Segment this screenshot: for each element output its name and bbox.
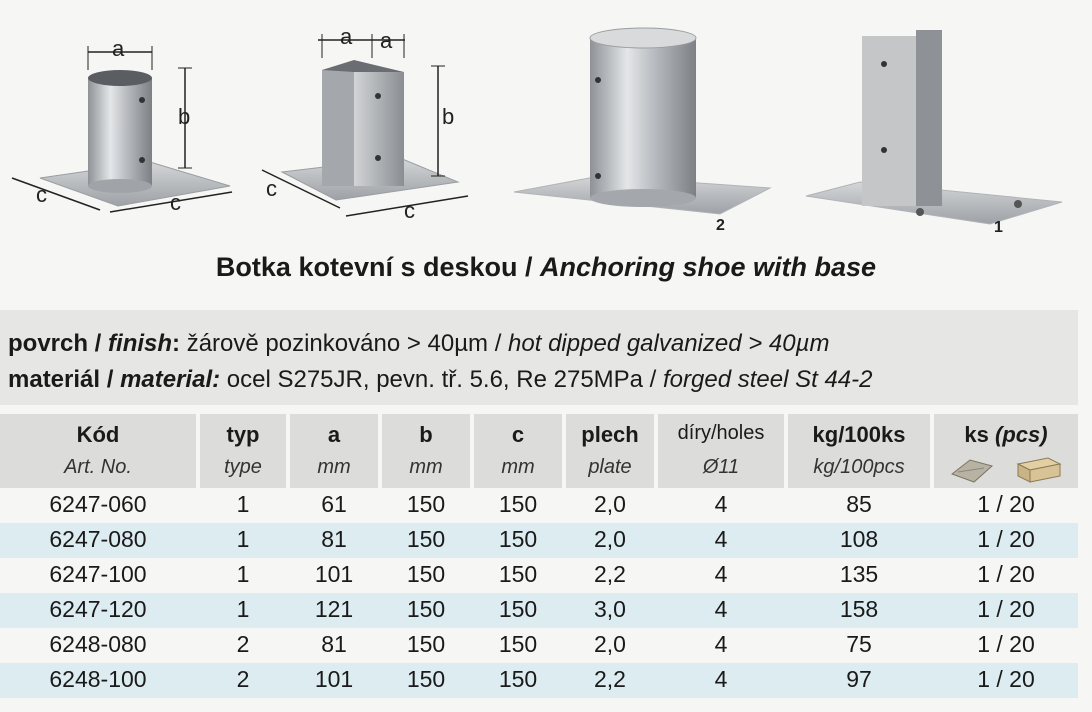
cell-weight: 108	[839, 526, 879, 552]
finish-line	[8, 330, 829, 358]
cell-a: 101	[314, 561, 354, 587]
cell-type: 1	[236, 526, 250, 552]
cell-type: 1	[236, 561, 250, 587]
cell-c: 150	[498, 596, 538, 622]
finish-value-en: hot dipped galvanized > 40µm	[508, 330, 830, 357]
box-icon	[1018, 458, 1060, 482]
cell-weight: 158	[839, 596, 879, 622]
cell-a: 81	[321, 526, 347, 552]
col-header-holes	[658, 414, 784, 488]
finish-label-cz: povrch /	[8, 330, 102, 357]
cell-code: 6248-100	[49, 666, 147, 692]
cell-pcs: 1 / 20	[977, 596, 1035, 622]
cell-code: 6247-120	[49, 596, 147, 622]
table-row	[0, 628, 1078, 663]
col-b-title: b	[419, 422, 433, 447]
col-b-sub: mm	[409, 456, 443, 478]
cell-type: 2	[236, 631, 250, 657]
col-header-weight	[788, 414, 930, 488]
cell-a: 81	[321, 631, 347, 657]
type-label-1: 1	[994, 219, 1003, 236]
finish-colon: :	[172, 330, 181, 357]
cell-weight: 97	[846, 666, 872, 692]
table-row	[0, 523, 1078, 558]
col-header-pcs	[934, 414, 1078, 488]
col-a-title: a	[327, 422, 341, 447]
dim-label-a-1: a	[112, 36, 125, 61]
table-row	[0, 488, 1078, 523]
material-label-en: material:	[120, 366, 221, 393]
cell-code: 6247-100	[49, 561, 147, 587]
finish-value-cz: žárově pozinkováno > 40µm /	[186, 330, 502, 357]
cell-type: 2	[236, 666, 250, 692]
cell-weight: 75	[846, 631, 872, 657]
col-a-sub: mm	[317, 456, 351, 478]
finish-label-en: finish	[108, 330, 173, 357]
table-row	[0, 663, 1078, 698]
title-en: Anchoring shoe with base	[540, 252, 877, 282]
table-row	[0, 558, 1078, 593]
cell-holes: 4	[714, 596, 728, 622]
dim-label-a-2b: a	[380, 28, 393, 53]
cell-plate: 3,0	[594, 596, 626, 622]
dim-label-b-2: b	[442, 104, 455, 129]
cell-a: 121	[314, 596, 354, 622]
cell-pcs: 1 / 20	[977, 526, 1035, 552]
dim-label-c-2a: c	[266, 176, 277, 201]
square-shoe-drawing	[262, 34, 468, 216]
col-holes-title: díry/holes	[677, 422, 765, 444]
cell-pcs: 1 / 20	[977, 561, 1035, 587]
col-pcs-title-en: (pcs)	[995, 422, 1048, 447]
col-weight-sub: kg/100pcs	[813, 456, 905, 478]
dim-label-c-2b: c	[404, 198, 415, 223]
cell-a: 61	[321, 491, 347, 517]
cell-a: 101	[314, 666, 354, 692]
col-type-title: typ	[226, 422, 260, 447]
dim-label-c-1a: c	[36, 182, 47, 207]
col-code-sub: Art. No.	[64, 456, 132, 478]
cell-b: 150	[406, 561, 446, 587]
col-header-type	[200, 414, 286, 488]
cell-plate: 2,0	[594, 491, 626, 517]
table-header	[0, 414, 1078, 488]
cell-c: 150	[498, 666, 538, 692]
cell-c: 150	[498, 561, 538, 587]
title-cz: Botka kotevní s deskou /	[215, 252, 533, 282]
col-plate-sub: plate	[588, 456, 632, 478]
dim-label-c-1b: c	[170, 190, 181, 215]
cell-code: 6248-080	[49, 631, 147, 657]
cell-holes: 4	[714, 631, 728, 657]
material-value-en: forged steel St 44-2	[663, 366, 873, 393]
col-code-title: Kód	[76, 422, 120, 447]
cell-weight: 135	[839, 561, 879, 587]
cell-b: 150	[406, 526, 446, 552]
dim-label-a-2a: a	[340, 24, 353, 49]
material-line	[8, 366, 872, 394]
col-pcs-title-cz: ks	[964, 422, 989, 447]
cell-pcs: 1 / 20	[977, 491, 1035, 517]
cell-plate: 2,0	[594, 526, 626, 552]
cell-b: 150	[406, 631, 446, 657]
col-type-sub: type	[224, 456, 262, 478]
round-shoe-photo	[514, 28, 770, 214]
col-c-sub: mm	[501, 456, 535, 478]
cell-holes: 4	[714, 666, 728, 692]
cell-plate: 2,0	[594, 631, 626, 657]
cell-type: 1	[236, 491, 250, 517]
dim-label-b-1: b	[178, 104, 191, 129]
cell-holes: 4	[714, 561, 728, 587]
cell-weight: 85	[846, 491, 872, 517]
cell-pcs: 1 / 20	[977, 666, 1035, 692]
col-plate-title: plech	[581, 422, 639, 447]
col-c-title: c	[511, 422, 525, 447]
col-header-b	[382, 414, 470, 488]
cell-pcs: 1 / 20	[977, 631, 1035, 657]
col-header-plate	[566, 414, 654, 488]
cell-type: 1	[236, 596, 250, 622]
cell-c: 150	[498, 631, 538, 657]
cell-b: 150	[406, 596, 446, 622]
material-value-cz: ocel S275JR, pevn. tř. 5.6, Re 275MPa /	[226, 366, 657, 393]
col-header-code	[0, 414, 196, 488]
cell-holes: 4	[714, 526, 728, 552]
col-weight-title: kg/100ks	[812, 422, 906, 447]
product-illustrations	[0, 0, 1092, 240]
square-shoe-photo	[806, 30, 1062, 224]
cell-holes: 4	[714, 491, 728, 517]
cell-code: 6247-060	[49, 491, 147, 517]
type-label-2: 2	[716, 217, 725, 234]
col-pcs-title	[934, 422, 1078, 448]
col-holes-sub: Ø11	[702, 456, 740, 478]
material-label-cz: materiál /	[8, 366, 114, 393]
table-row	[0, 593, 1078, 628]
cell-c: 150	[498, 526, 538, 552]
page-title	[0, 252, 1092, 283]
cell-b: 150	[406, 491, 446, 517]
cell-plate: 2,2	[594, 561, 626, 587]
bag-icon	[952, 460, 992, 482]
cell-c: 150	[498, 491, 538, 517]
package-icons	[948, 454, 1064, 484]
spec-panel	[0, 310, 1078, 405]
col-header-c	[474, 414, 562, 488]
col-header-a	[290, 414, 378, 488]
table-body	[0, 488, 1078, 698]
cell-code: 6247-080	[49, 526, 147, 552]
cell-plate: 2,2	[594, 666, 626, 692]
cell-b: 150	[406, 666, 446, 692]
